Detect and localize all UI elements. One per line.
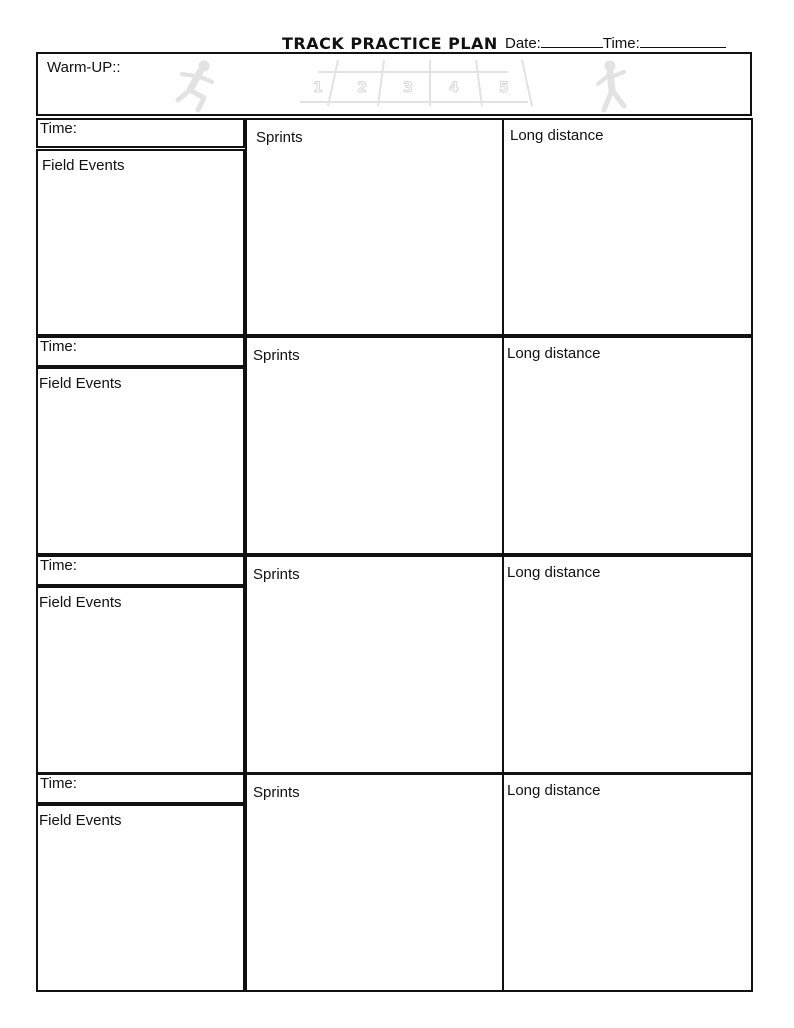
lane-number: 5: [499, 80, 509, 96]
field-events-label: Field Events: [39, 375, 122, 392]
warmup-label: Warm-UP::: [47, 59, 121, 76]
lane-number: 1: [313, 80, 323, 96]
warmup-box[interactable]: [36, 52, 752, 116]
long-distance-box[interactable]: [502, 555, 753, 774]
lane-number: 3: [403, 80, 413, 96]
field-events-label: Field Events: [42, 157, 125, 174]
runner-right-icon: [598, 61, 624, 110]
sprints-box[interactable]: [245, 118, 504, 336]
field-events-box[interactable]: [36, 586, 245, 774]
page-title: TRACK PRACTICE PLAN: [282, 34, 498, 53]
time-blank[interactable]: [640, 33, 726, 48]
time-box[interactable]: [36, 336, 245, 367]
lane-number: 2: [357, 80, 367, 96]
time-label: Time:: [40, 557, 77, 574]
time-box[interactable]: [36, 118, 245, 148]
sprints-label: Sprints: [253, 347, 300, 364]
time-label: Time:: [40, 338, 77, 355]
time-label: Time:: [40, 775, 77, 792]
long-distance-box[interactable]: [502, 336, 753, 555]
track-decoration: [38, 54, 750, 114]
time-box[interactable]: [36, 555, 245, 586]
long-distance-label: Long distance: [507, 564, 601, 581]
long-distance-label: Long distance: [507, 782, 601, 799]
sprints-label: Sprints: [256, 129, 303, 146]
sprints-box[interactable]: [245, 773, 504, 992]
sprints-label: Sprints: [253, 784, 300, 801]
time-label: Time:: [40, 120, 77, 137]
long-distance-label: Long distance: [507, 345, 601, 362]
field-events-label: Field Events: [39, 812, 122, 829]
date-blank[interactable]: [541, 33, 603, 48]
runner-left-icon: [178, 61, 212, 110]
time-label: Time:: [602, 35, 640, 52]
long-distance-box[interactable]: [502, 118, 753, 336]
time-box[interactable]: [36, 773, 245, 804]
date-time-line: [505, 33, 726, 52]
sprints-label: Sprints: [253, 566, 300, 583]
field-events-box[interactable]: [36, 367, 245, 555]
date-label: Date:: [505, 35, 541, 52]
field-events-box[interactable]: [36, 149, 245, 336]
track-lanes-icon: [300, 60, 532, 106]
field-events-label: Field Events: [39, 594, 122, 611]
lane-number: 4: [449, 80, 459, 96]
long-distance-label: Long distance: [510, 127, 604, 144]
sprints-box[interactable]: [245, 336, 504, 555]
field-events-box[interactable]: [36, 804, 245, 992]
sprints-box[interactable]: [245, 555, 504, 774]
long-distance-box[interactable]: [502, 773, 753, 992]
